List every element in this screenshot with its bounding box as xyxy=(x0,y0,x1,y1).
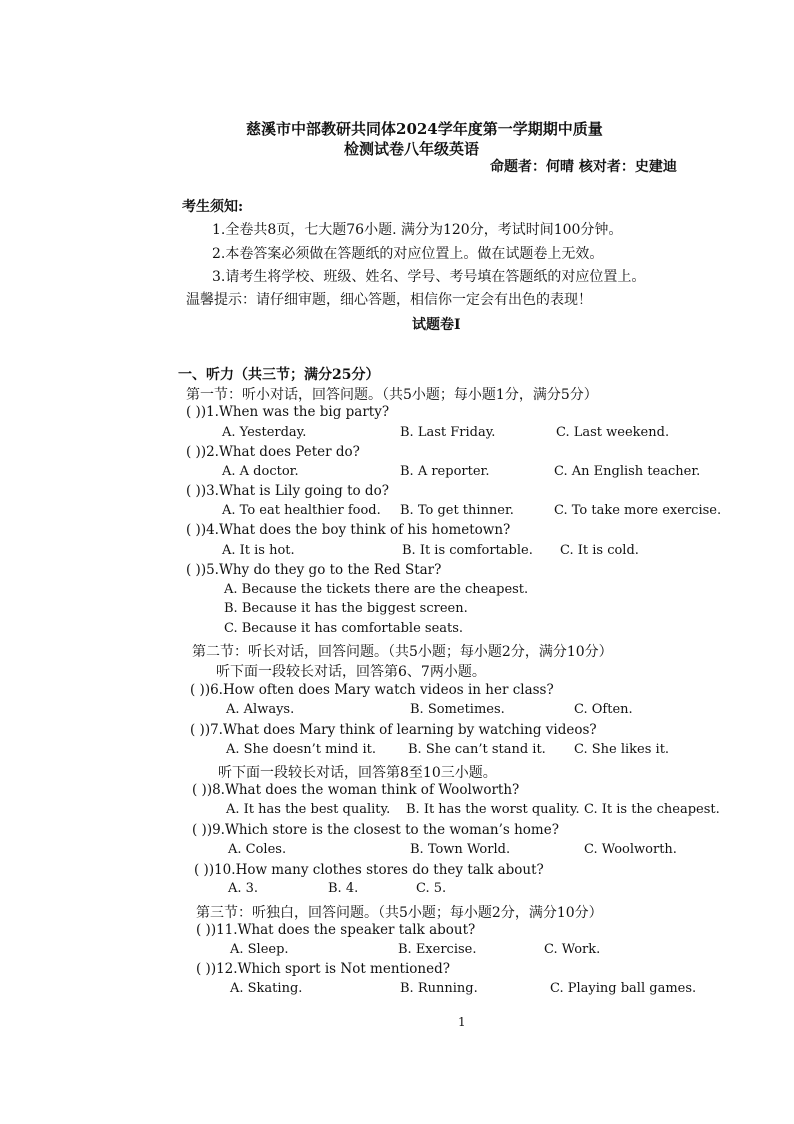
q7-option-a: A. She doesn’t mind it. xyxy=(226,742,376,757)
section2-intro-2: 听下面一段较长对话，回答第8至10三小题。 xyxy=(218,765,497,781)
q11-option-b: B. Exercise. xyxy=(398,942,477,957)
answer-blank[interactable]: ( ) xyxy=(190,722,205,738)
exam-title-line1: 慈溪市中部教研共同体2024学年度第一学期期中质量 xyxy=(246,120,603,138)
q10-option-c: C. 5. xyxy=(416,881,447,896)
q12-option-c: C. Playing ball games. xyxy=(550,981,697,996)
answer-blank[interactable]: ( ) xyxy=(190,682,205,698)
page-number: 1 xyxy=(458,1015,466,1029)
exam-title-line2: 检测试卷八年级英语 xyxy=(344,140,480,158)
answer-blank[interactable]: ( ) xyxy=(192,782,207,798)
question-6: ( ))6.How often does Mary watch videos in her class? xyxy=(190,682,554,698)
question-5: ( ))5.Why do they go to the Red Star? xyxy=(186,562,442,578)
q12-option-a: A. Skating. xyxy=(230,981,303,996)
question-11: ( ))11.What does the speaker talk about? xyxy=(196,922,476,938)
q3-option-a: A. To eat healthier food. xyxy=(222,503,381,518)
q1-option-b: B. Last Friday. xyxy=(400,425,496,440)
q9-option-b: B. Town World. xyxy=(410,842,511,857)
q1-option-c: C. Last weekend. xyxy=(556,425,670,440)
exam-authors: 命题者：何晴 核对者：史建迪 xyxy=(490,159,677,175)
answer-blank[interactable]: ( ) xyxy=(192,822,207,838)
question-1: ( ))1.When was the big party? xyxy=(186,404,390,420)
question-3: ( ))3.What is Lily going to do? xyxy=(186,483,389,499)
q3-option-c: C. To take more exercise. xyxy=(554,503,722,518)
q1-option-a: A. Yesterday. xyxy=(222,425,307,440)
notice-heading: 考生须知: xyxy=(182,199,244,215)
q11-option-a: A. Sleep. xyxy=(230,942,289,957)
question-8: ( ))8.What does the woman think of Woolworth? xyxy=(192,782,520,798)
q5-option-b: B. Because it has the biggest screen. xyxy=(224,601,468,616)
q4-option-a: A. It is hot. xyxy=(222,543,295,558)
q6-option-a: A. Always. xyxy=(226,702,295,717)
answer-blank[interactable]: ( ) xyxy=(196,961,211,977)
section3-heading: 第三节：听独白，回答问题。（共5小题；每小题2分，满分10分） xyxy=(196,905,603,921)
q11-option-c: C. Work. xyxy=(544,942,601,957)
notice-item-2: 2.本卷答案必须做在答题纸的对应位置上。做在试题卷上无效。 xyxy=(212,246,604,262)
notice-tip: 温馨提示：请仔细审题，细心答题，相信你一定会有出色的表现！ xyxy=(186,292,592,308)
section1-heading: 第一节：听小对话，回答问题。（共5小题；每小题1分，满分5分） xyxy=(186,387,598,403)
q8-option-b: B. It has the worst quality. xyxy=(406,802,580,817)
notice-item-3: 3.请考生将学校、班级、姓名、学号、考号填在答题纸的对应位置上。 xyxy=(212,269,646,285)
section2-intro-1: 听下面一段较长对话，回答第6、7两小题。 xyxy=(216,664,486,680)
answer-blank[interactable]: ( ) xyxy=(196,922,211,938)
question-12: ( ))12.Which sport is Not mentioned? xyxy=(196,961,450,977)
question-4: ( ))4.What does the boy think of his hometown? xyxy=(186,522,511,538)
part1-heading: 一、听力（共三节；满分25分） xyxy=(178,367,380,383)
answer-blank[interactable]: ( ) xyxy=(186,522,201,538)
answer-blank[interactable]: ( ) xyxy=(186,444,201,460)
notice-item-1: 1.全卷共8页，七大题76小题. 满分为120分，考试时间100分钟。 xyxy=(212,222,623,238)
question-7: ( ))7.What does Mary think of learning by watching videos? xyxy=(190,722,597,738)
section2-heading: 第二节：听长对话，回答问题。（共5小题；每小题2分，满分10分） xyxy=(192,644,613,660)
question-9: ( ))9.Which store is the closest to the woman’s home? xyxy=(192,822,559,838)
q2-option-b: B. A reporter. xyxy=(400,464,490,479)
q9-option-c: C. Woolworth. xyxy=(584,842,677,857)
q2-option-c: C. An English teacher. xyxy=(554,464,701,479)
q12-option-b: B. Running. xyxy=(400,981,478,996)
answer-blank[interactable]: ( ) xyxy=(186,562,201,578)
question-10: ( ))10.How many clothes stores do they talk about? xyxy=(194,862,544,878)
q5-option-c: C. Because it has comfortable seats. xyxy=(224,621,464,636)
q3-option-b: B. To get thinner. xyxy=(400,503,514,518)
q10-option-b: B. 4. xyxy=(328,881,359,896)
answer-blank[interactable]: ( ) xyxy=(186,404,201,420)
q7-option-b: B. She can’t stand it. xyxy=(408,742,546,757)
q5-option-a: A. Because the tickets there are the cheapest. xyxy=(224,582,529,597)
q8-option-a: A. It has the best quality. xyxy=(226,802,391,817)
paper-title: 试题卷Ⅰ xyxy=(412,317,461,333)
q6-option-b: B. Sometimes. xyxy=(410,702,505,717)
q7-option-c: C. She likes it. xyxy=(574,742,670,757)
q2-option-a: A. A doctor. xyxy=(222,464,299,479)
q6-option-c: C. Often. xyxy=(574,702,633,717)
q10-option-a: A. 3. xyxy=(228,881,259,896)
q8-option-c: C. It is the cheapest. xyxy=(584,802,720,817)
question-2: ( ))2.What does Peter do? xyxy=(186,444,360,460)
q4-option-c: C. It is cold. xyxy=(560,543,639,558)
q9-option-a: A. Coles. xyxy=(228,842,287,857)
q4-option-b: B. It is comfortable. xyxy=(402,543,533,558)
answer-blank[interactable]: ( ) xyxy=(186,483,201,499)
answer-blank[interactable]: ( ) xyxy=(194,862,209,878)
